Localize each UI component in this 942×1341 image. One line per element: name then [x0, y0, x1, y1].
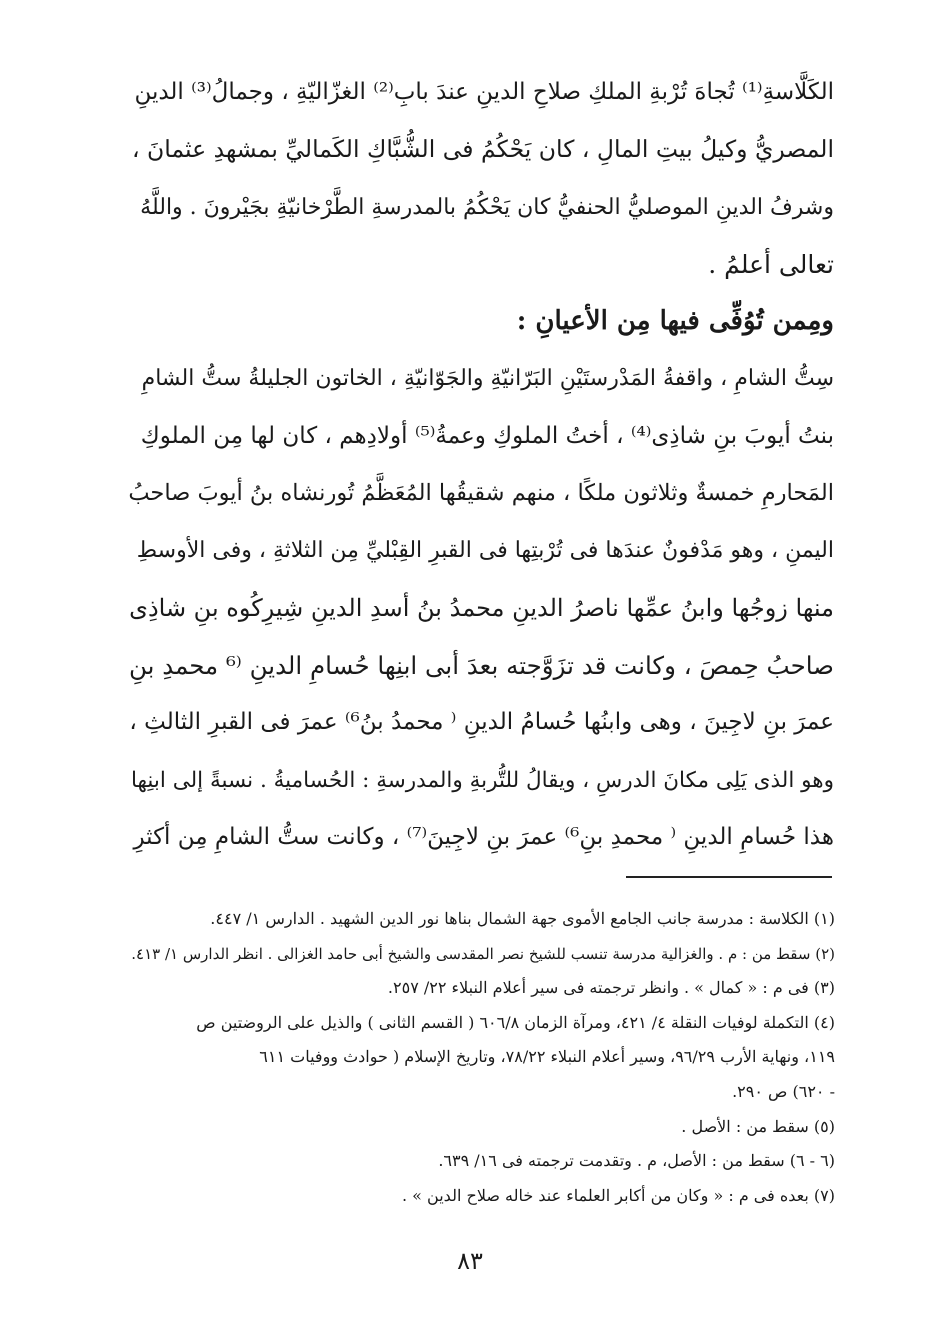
text-line: وهو الذى يَلِى مكانَ الدرسِ ، ويقالُ للتُّربةِ والمدرسةِ : الحُساميةُ . نسبةً إلى ابنِها: [130, 767, 834, 793]
page-number: ٨٣: [457, 1247, 483, 1275]
footnote: ١١٩، ونهاية الأرب ٩٦/٢٩، وسير أعلام النبلاء ٧٨/٢٢، وتاريخ الإسلام ( حوادث ووفيات ٦١١: [259, 1047, 835, 1067]
text-line: وشرفُ الدينِ الموصليُّ الحنفيُّ كان يَحْكُمُ بالمدرسةِ الطَّرْخانيّةِ بجَيْرونَ . واللَّهُ: [140, 194, 834, 220]
text-line: منها زوجُها وابنُ عمِّها ناصرُ الدينِ محمدُ بنُ أسدِ الدينِ شِيرِكُوه بنِ شاذِى: [129, 593, 834, 622]
footnote-divider: [626, 876, 832, 878]
text-line: المصريُّ وكيلُ بيتِ المالِ ، كان يَحْكُمُ فى الشُّبَّاكِ الكَماليِّ بمشهدِ عثمانَ ،: [131, 135, 834, 164]
footnote: (٣) فى م : « كمال » . وانظر ترجمته فى سير أعلام النبلاء ٢٢/ ٢٥٧.: [387, 978, 835, 998]
text-line: اليمنِ ، وهو مَدْفونٌ عندَها فى تُرْبتِها فى القبرِ القِبْليِّ مِن الثلاثةِ ، وفى الأوسطِ: [136, 538, 834, 564]
text-line: عمرَ بنِ لاجِينَ ، وهى وابنُها حُسامُ الدينِ ⁽ محمدُ بنُ⁶⁾ عمرَ فى القبرِ الثالثِ ،: [129, 709, 834, 736]
footnote: (٥) سقط من : الأصل .: [681, 1116, 835, 1136]
footnote: - ٦٢٠) ص ٢٩٠.: [732, 1081, 835, 1101]
text-line: هذا حُسامِ الدينِ ⁽ محمدِ بنِ⁶⁾ عمرَ بنِ لاجِينَ⁽⁷⁾ ، وكانت ستُّ الشامِ مِن أكثرِ: [133, 823, 834, 850]
footnote: (٧) بعده فى م : « وكان من أكابر العلماء عند خاله صلاح الدين » .: [402, 1185, 835, 1205]
text-line: سِتُّ الشامِ ، واقفةُ المَدْرستَيْنِ البَرّانيّةِ والجَوّانيّةِ ، الخاتون الجليلةُ ستُّ الشامِ: [141, 366, 834, 392]
text-line: صاحبُ حِمصَ ، وكانت قد تزَوَّجته بعدَ أبى ابنِها حُسامِ الدينِ ⁽⁶ محمدِ بنِ: [128, 650, 834, 680]
footnote: (٦ - ٦) سقط من : الأصل، م . وتقدمت ترجمته فى ١٦/ ٦٣٩.: [438, 1151, 835, 1171]
footnote: (١) الكلاسة : مدرسة جانب الجامع الأموى جهة الشمال بناها نور الدين الشهيد . الدارس ١/ ٤٤٧.: [210, 909, 835, 928]
section-heading: ومِمن تُوُفِّى فيها مِن الأعيانِ :: [516, 306, 834, 337]
text-line: تعالى أعلمُ .: [708, 249, 834, 279]
text-line: الكَلَّاسةِ⁽¹⁾ تُجاهَ تُرْبةِ الملكِ صلاحِ الدينِ عندَ بابِ⁽²⁾ الغزّاليّةِ ، وجمالُ⁽³⁾ الدينِ: [134, 79, 834, 105]
footnotes: [115, 902, 835, 1213]
text-line: المَحارمِ خمسةٌ وثلاثون ملكًا ، منهم شقيقُها المُعَظَّمُ تُورنشاه بنُ أيوبَ صاحبُ: [128, 480, 834, 507]
footnote: (٤) التكملة لوفيات النقلة ٤/ ٤٢١، ومرآة الزمان ٦٠٦/٨ ( القسم الثانى ) والذيل على الروضتين ص: [196, 1012, 835, 1032]
main-text: [128, 64, 834, 866]
text-line: بنتُ أيوبَ بنِ شاذِى⁽⁴⁾ ، أختُ الملوكِ وعمةُ⁽⁵⁾ أولادِهم ، كان لها مِن الملوكِ: [140, 422, 834, 449]
footnote: (٢) سقط من : م . والغزالية مدرسة تنسب للشيخ نصر المقدسى والشيخ أبى حامد الغزالى . انظر الدارس ١/ ٤١٣.: [131, 944, 835, 963]
